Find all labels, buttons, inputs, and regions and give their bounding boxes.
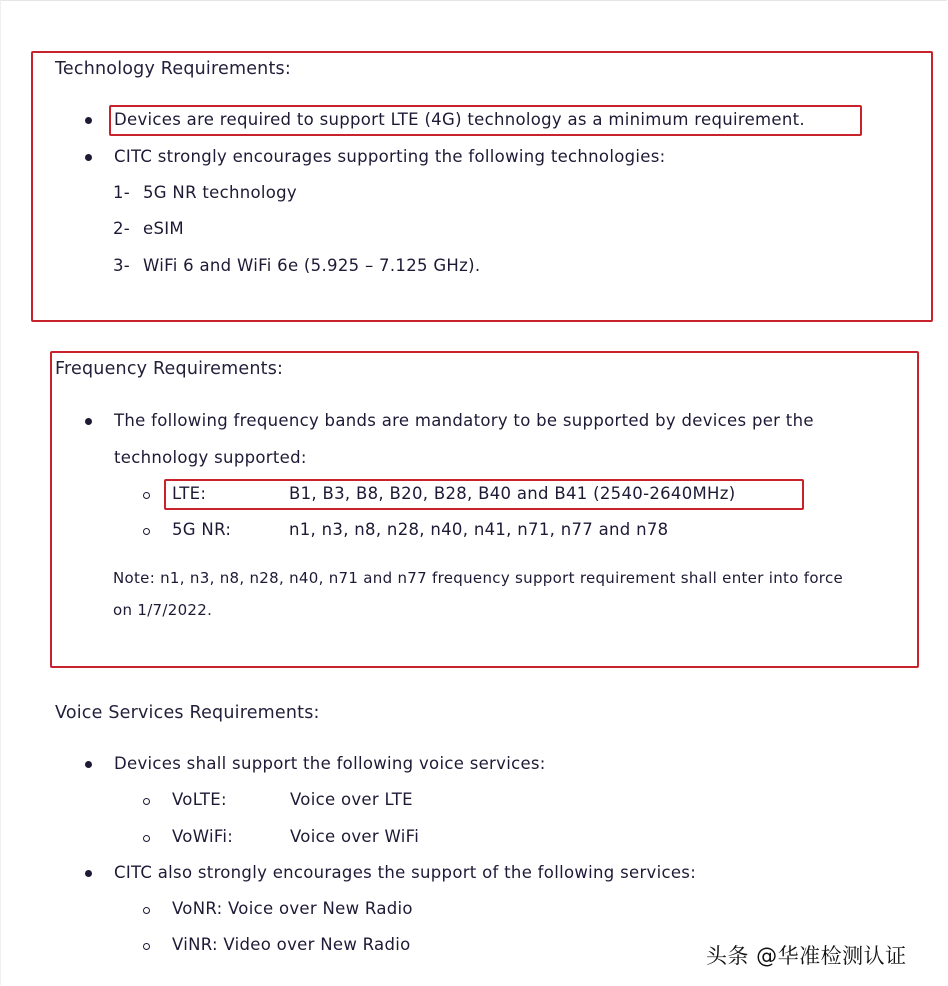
bullet-dot: [85, 154, 92, 161]
lte-band-label: LTE:: [172, 484, 207, 503]
voice-service-name: VoLTE:: [172, 790, 227, 809]
voice-heading: Voice Services Requirements:: [55, 703, 320, 723]
sub-bullet-circle: [143, 492, 150, 499]
nr-band-label: 5G NR:: [172, 520, 232, 539]
sub-bullet-circle: [143, 907, 150, 914]
bullet-dot: [85, 418, 92, 425]
sub-bullet-circle: [143, 943, 150, 950]
bullet-dot: [85, 761, 92, 768]
frequency-note-line2: on 1/7/2022.: [113, 601, 213, 619]
frequency-note-line1: Note: n1, n3, n8, n28, n40, n71 and n77 frequency support requirement shall enter into force: [113, 569, 844, 587]
voice-bullet-1: Devices shall support the following voice services:: [114, 754, 546, 773]
sub-bullet-circle: [143, 798, 150, 805]
numbered-item-num: 1-: [113, 183, 131, 202]
bullet-dot: [85, 117, 92, 124]
lte-band-values: B1, B3, B8, B20, B28, B40 and B41 (2540-2640MHz): [289, 484, 736, 503]
voice-service-name: VoWiFi:: [172, 827, 234, 846]
watermark-text: 头条 @华准检测认证: [706, 944, 907, 968]
sub-bullet-circle: [143, 835, 150, 842]
encouraged-service: VoNR: Voice over New Radio: [172, 899, 413, 918]
numbered-item-text: WiFi 6 and WiFi 6e (5.925 – 7.125 GHz).: [143, 256, 481, 275]
nr-band-values: n1, n3, n8, n28, n40, n41, n71, n77 and n78: [289, 520, 669, 539]
technology-heading: Technology Requirements:: [55, 59, 291, 79]
sub-bullet-circle: [143, 528, 150, 535]
voice-service-desc: Voice over WiFi: [290, 827, 420, 846]
bullet-dot: [85, 870, 92, 877]
frequency-bullet-line1: The following frequency bands are mandatory to be supported by devices per the: [114, 411, 814, 430]
numbered-item-text: eSIM: [143, 219, 184, 238]
lte-requirement-text: Devices are required to support LTE (4G) technology as a minimum requirement.: [114, 110, 805, 129]
voice-service-desc: Voice over LTE: [290, 790, 413, 809]
frequency-bullet-line2: technology supported:: [114, 448, 307, 467]
numbered-item-text: 5G NR technology: [143, 183, 298, 202]
encouraged-service: ViNR: Video over New Radio: [172, 935, 411, 954]
numbered-item-num: 3-: [113, 256, 131, 275]
encouraged-tech-text: CITC strongly encourages supporting the following technologies:: [114, 147, 666, 166]
numbered-item-num: 2-: [113, 219, 131, 238]
frequency-heading: Frequency Requirements:: [55, 359, 284, 379]
voice-bullet-2: CITC also strongly encourages the support of the following services:: [114, 863, 697, 882]
